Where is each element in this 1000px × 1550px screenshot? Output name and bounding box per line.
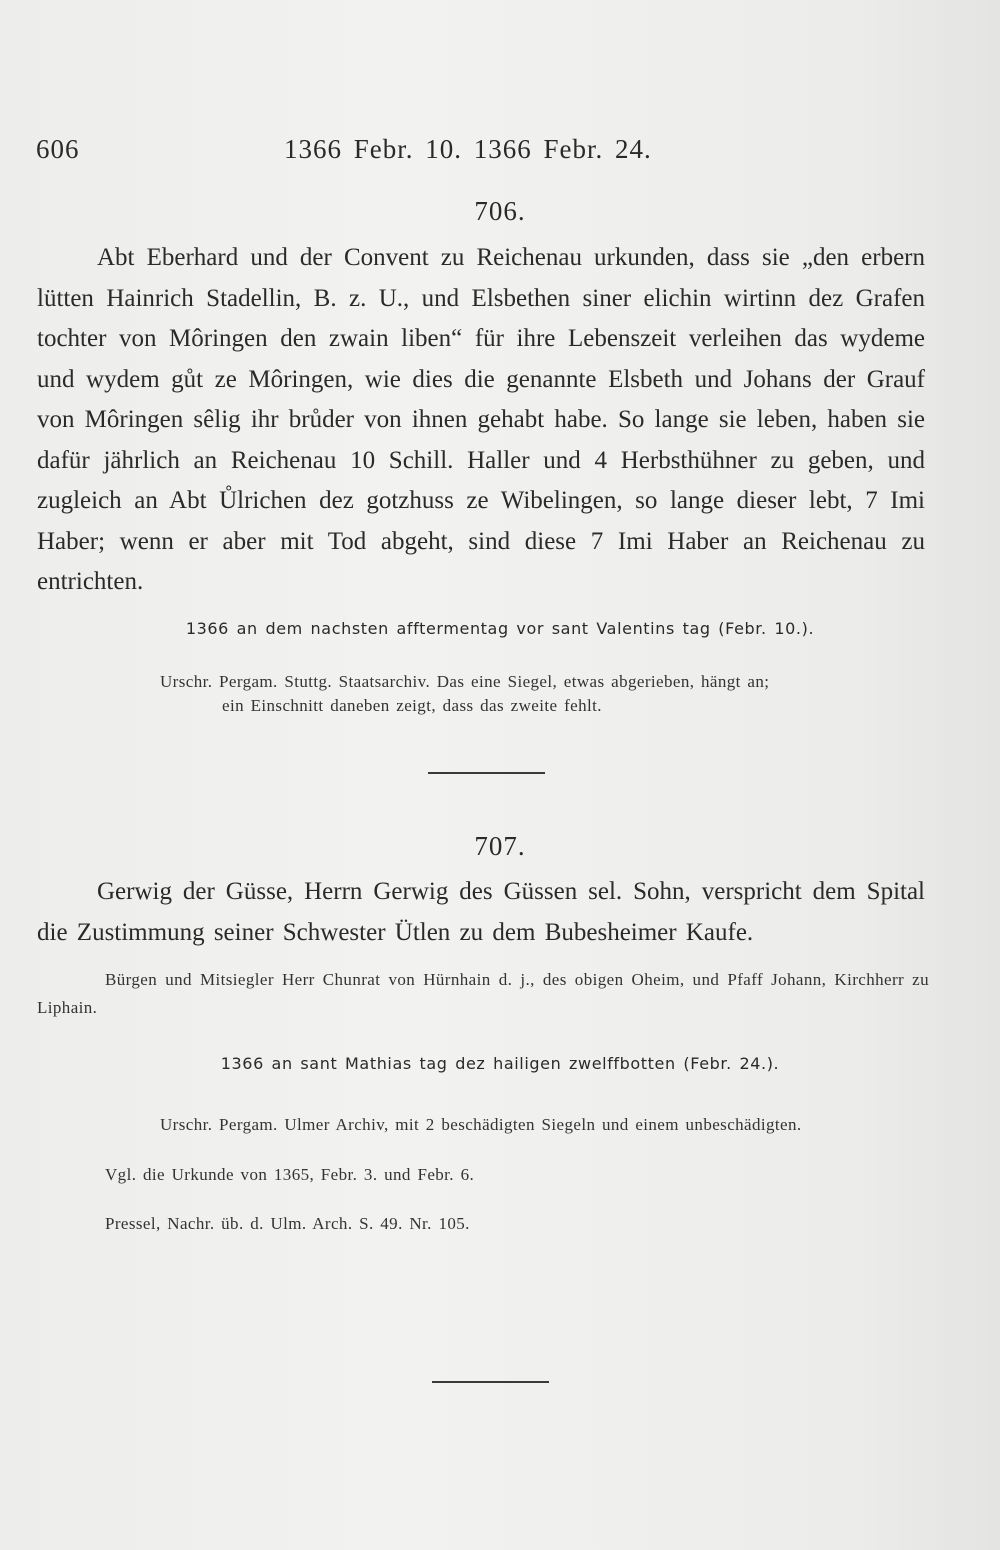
document-number-707: 707. [474, 831, 526, 861]
page-number: 606 [36, 134, 80, 164]
running-head: 1366 Febr. 10. 1366 Febr. 24. [284, 134, 652, 164]
document-707-sureties: Bürgen und Mitsiegler Herr Chunrat von Hürnhain d. j., des obigen Oheim, und Pfaff Johann, Kirchherr zu Liphain. [37, 970, 929, 1017]
document-706-date-line: 1366 an dem nachsten afftermentag vor sant Valentins tag (Febr. 10.). [185, 619, 815, 638]
page-header [36, 134, 936, 174]
document-706-source-line-2: ein Einschnitt daneben zeigt, dass das zweite fehlt. [222, 696, 602, 715]
document-707-compare: Vgl. die Urkunde von 1365, Febr. 3. und Febr. 6. [105, 1165, 475, 1184]
end-divider [432, 1381, 549, 1383]
document-707-source: Urschr. Pergam. Ulmer Archiv, mit 2 beschädigten Siegeln und einem unbeschädigten. [160, 1115, 802, 1134]
document-706-summary: Abt Eberhard und der Convent zu Reichenau urkunden, dass sie „den erbern lütten Hainrich Stadellin, B. z. U., und Elsbethen siner elichin wirtinn dez Grafen tochter von Môringen den zwain liben“ für ihre Lebenszeit verleihen das wydeme und wydem gůt ze Môringen, wie dies die genannte Elsbeth und Johans der Grauf von Môringen sêlig ihr brůder von ihnen gehabt habe. So lange sie leben, haben sie dafür jährlich an Reichenau 10 Schill. Haller und 4 Herbsthühner zu geben, und zugleich an Abt Ůlrichen dez gotzhuss ze Wibelingen, so lange dieser lebt, 7 Imi Haber; wenn er aber mit Tod abgeht, sind diese 7 Imi Haber an Reichenau zu entrichten. [37, 244, 925, 595]
document-707-summary: Gerwig der Güsse, Herrn Gerwig des Güssen sel. Sohn, verspricht dem Spital die Zustimmung seiner Schwester Ütlen zu dem Bubesheimer Kaufe. [37, 878, 925, 946]
document-707-reference: Pressel, Nachr. üb. d. Ulm. Arch. S. 49. Nr. 105. [105, 1214, 470, 1233]
document-number-706: 706. [474, 196, 526, 226]
document-706-source-line-1: Urschr. Pergam. Stuttg. Staatsarchiv. Das eine Siegel, etwas abgerieben, hängt an; [160, 672, 770, 691]
section-divider [428, 772, 545, 774]
document-707-date-line: 1366 an sant Mathias tag dez hailigen zwelffbotten (Febr. 24.). [220, 1054, 780, 1073]
